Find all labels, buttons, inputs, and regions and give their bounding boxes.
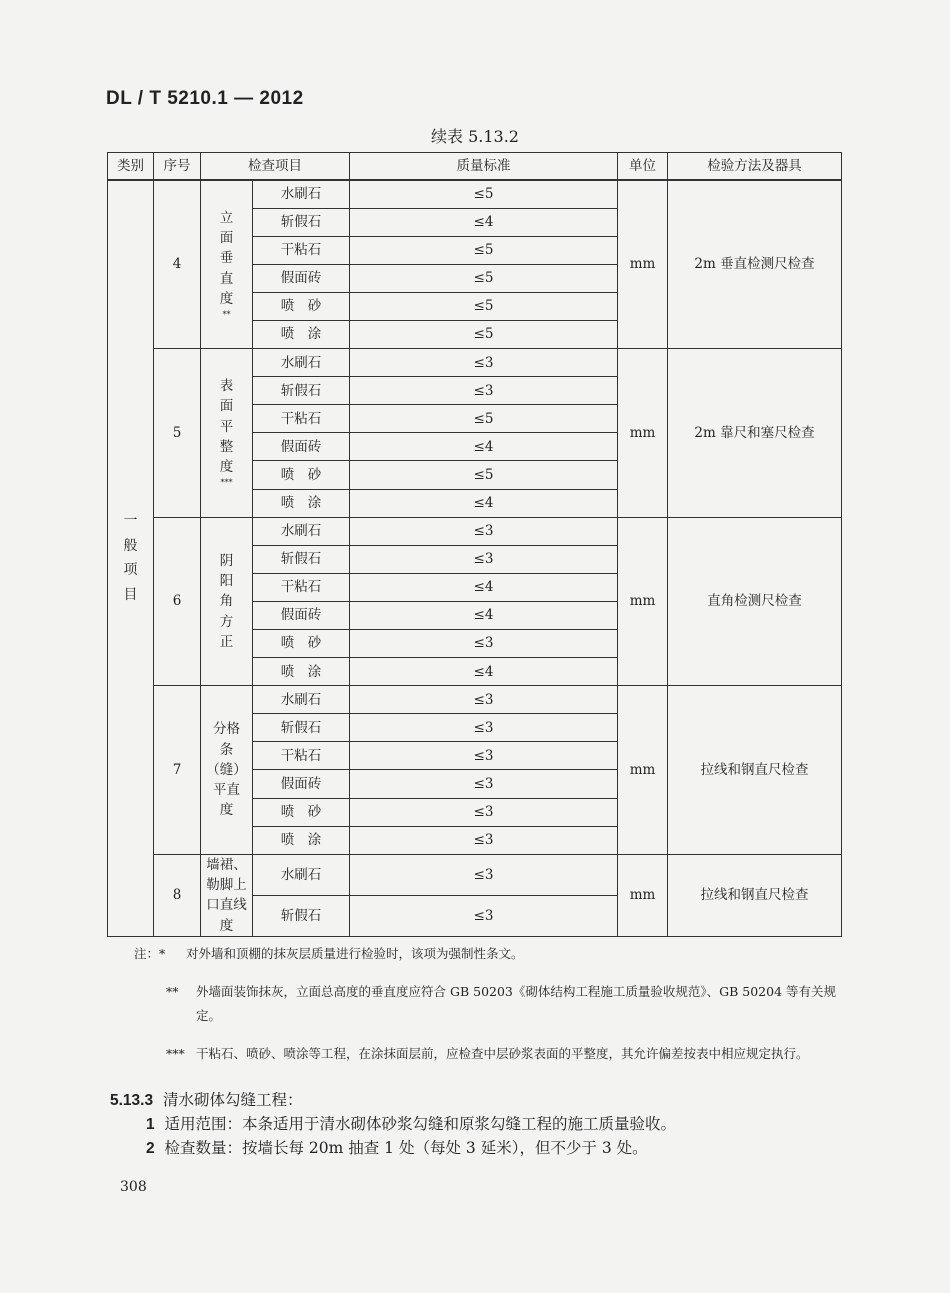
item-name-part: 整 [219, 438, 234, 455]
section-number: 5.13.3 [110, 1092, 154, 1109]
item-name-part: 立 [219, 209, 234, 226]
standard-value: ≤3 [350, 742, 618, 770]
item-name-part: 勒脚上 [206, 877, 247, 893]
standard-value: ≤3 [350, 798, 618, 826]
item-name-part: 面 [219, 398, 234, 415]
note-mark: *** [166, 1046, 185, 1061]
item-name-line [201, 457, 252, 489]
sub-item: 喷 涂 [253, 320, 350, 348]
standard-value: ≤5 [350, 320, 618, 348]
item-name-part: 度 [219, 917, 234, 934]
standard-value: ≤3 [350, 377, 618, 405]
item-name-part: 正 [219, 633, 234, 650]
note-mark: 注：* [134, 946, 166, 961]
unit-cell: mm [618, 349, 668, 518]
item-name-part: 角 [219, 593, 234, 610]
unit-cell: mm [618, 854, 668, 936]
item-name [201, 517, 253, 686]
sub-item: 水刷石 [253, 180, 350, 208]
table-row [108, 854, 842, 895]
sub-item: 干粘石 [253, 742, 350, 770]
document-header: DL / T 5210.1 — 2012 [106, 88, 304, 109]
sub-item: 喷 涂 [253, 658, 350, 686]
item-number: 8 [154, 854, 201, 936]
note-text: 对外墙和顶棚的抹灰层质量进行检验时，该项为强制性条文。 [186, 946, 524, 961]
item-name-part: 阳 [219, 573, 234, 590]
unit-cell: mm [618, 686, 668, 855]
standard-value: ≤5 [350, 461, 618, 489]
category-cell [108, 180, 154, 936]
sub-item: 假面砖 [253, 433, 350, 461]
method-cell: 2m 靠尺和塞尺检查 [668, 349, 842, 518]
sub-item: 斩假石 [253, 545, 350, 573]
standard-value: ≤5 [350, 405, 618, 433]
quality-table [107, 152, 842, 937]
sub-item: 喷 砂 [253, 630, 350, 658]
sub-item: 假面砖 [253, 770, 350, 798]
standard-value: ≤5 [350, 292, 618, 320]
item-number: 1 [146, 1116, 155, 1133]
table-row [108, 517, 842, 545]
category-char: 项 [123, 562, 138, 579]
item-name-part: 面 [219, 230, 234, 247]
item-name-part: 墙裙、 [206, 856, 247, 873]
method-cell: 拉线和钢直尺检查 [668, 854, 842, 936]
note-text: 干粘石、喷砂、喷涂等工程，在涂抹面层前，应检查中层砂浆表面的平整度，其允许偏差按表中相应规定执行。 [196, 1046, 809, 1061]
sub-item: 干粘石 [253, 573, 350, 601]
standard-value: ≤4 [350, 433, 618, 461]
table-row [108, 686, 842, 714]
standard-value: ≤3 [350, 349, 618, 377]
sub-item: 斩假石 [253, 714, 350, 742]
item-name-part: 直 [219, 270, 234, 287]
item-name [201, 686, 253, 855]
standard-value: ≤3 [350, 517, 618, 545]
standard-value: ≤3 [350, 714, 618, 742]
method-cell: 2m 垂直检测尺检查 [668, 180, 842, 349]
sub-item: 喷 砂 [253, 461, 350, 489]
category-char: 般 [123, 537, 138, 554]
col-method: 检验方法及器具 [668, 153, 842, 181]
table-caption: 续表 5.13.2 [431, 127, 519, 146]
item-name-part: 平直 [213, 782, 240, 799]
footnote-mark: ** [222, 310, 231, 320]
item-name-part: 方 [219, 613, 234, 630]
standard-value: ≤4 [350, 208, 618, 236]
standard-value: ≤4 [350, 658, 618, 686]
standard-value: ≤3 [350, 770, 618, 798]
standard-value: ≤3 [350, 826, 618, 854]
note-1 [134, 942, 854, 966]
method-cell: 直角检测尺检查 [668, 517, 842, 686]
standard-value: ≤3 [350, 686, 618, 714]
item-name-line [201, 289, 252, 321]
sub-item: 水刷石 [253, 686, 350, 714]
page-number: 308 [120, 1179, 147, 1195]
standard-value: ≤5 [350, 180, 618, 208]
footnote-mark: *** [220, 478, 233, 488]
sub-item: 水刷石 [253, 517, 350, 545]
standard-value: ≤4 [350, 489, 618, 517]
sub-item: 水刷石 [253, 854, 350, 895]
item-name-part: 平 [219, 418, 234, 435]
item-name [201, 854, 253, 936]
item-name-part: 条 [219, 741, 234, 758]
table-row [108, 180, 842, 208]
col-standard: 质量标准 [350, 153, 618, 181]
standard-value: ≤4 [350, 601, 618, 629]
sub-item: 喷 涂 [253, 826, 350, 854]
item-name-part: 度 [219, 290, 234, 307]
col-number: 序号 [154, 153, 201, 181]
note-2 [134, 980, 854, 1028]
item-name-part: 分格 [213, 721, 240, 738]
category-char: 一 [123, 513, 138, 530]
item-name-part: 口直线 [206, 897, 247, 914]
item-name-part: 表 [219, 378, 234, 395]
standard-value: ≤3 [350, 545, 618, 573]
col-item: 检查项目 [201, 153, 350, 181]
item-name-part: 度 [219, 802, 234, 819]
section-item-2 [146, 1136, 648, 1158]
sub-item: 假面砖 [253, 601, 350, 629]
col-unit: 单位 [618, 153, 668, 181]
item-name-part: （缝） [206, 761, 247, 778]
item-name [201, 180, 253, 349]
notes [134, 942, 854, 1080]
section-heading [110, 1088, 302, 1110]
sub-item: 水刷石 [253, 349, 350, 377]
item-name-part: 垂 [219, 250, 234, 267]
item-number: 5 [154, 349, 201, 518]
standard-value: ≤5 [350, 236, 618, 264]
item-name [201, 349, 253, 518]
section-item-1 [146, 1112, 676, 1134]
table-header-row [108, 153, 842, 181]
note-mark: ** [166, 984, 179, 999]
sub-item: 喷 砂 [253, 798, 350, 826]
item-number: 7 [154, 686, 201, 855]
sub-item: 斩假石 [253, 208, 350, 236]
standard-value: ≤4 [350, 573, 618, 601]
item-number: 4 [154, 180, 201, 349]
note-3 [134, 1042, 854, 1066]
unit-cell: mm [618, 180, 668, 349]
unit-cell: mm [618, 517, 668, 686]
item-name-part: 阴 [219, 552, 234, 569]
sub-item: 干粘石 [253, 405, 350, 433]
standard-value: ≤5 [350, 264, 618, 292]
sub-item: 斩假石 [253, 377, 350, 405]
table-row [108, 349, 842, 377]
sub-item: 干粘石 [253, 236, 350, 264]
item-number: 2 [146, 1140, 155, 1157]
method-cell: 拉线和钢直尺检查 [668, 686, 842, 855]
item-text: 适用范围：本条适用于清水砌体砂浆勾缝和原浆勾缝工程的施工质量验收。 [164, 1115, 676, 1133]
note-text: 外墙面装饰抹灰，立面总高度的垂直度应符合 GB 50203《砌体结构工程施工质量验收规范》、GB 50204 等有关规定。 [196, 984, 837, 1023]
sub-item: 假面砖 [253, 264, 350, 292]
item-name-part: 度 [219, 459, 234, 476]
sub-item: 喷 涂 [253, 489, 350, 517]
standard-value: ≤3 [350, 895, 618, 936]
sub-item: 斩假石 [253, 895, 350, 936]
col-category: 类别 [108, 153, 154, 181]
table-body [108, 180, 842, 936]
category-char: 目 [123, 586, 138, 603]
item-text: 检查数量：按墙长每 20m 抽查 1 处（每处 3 延米），但不少于 3 处。 [164, 1139, 648, 1157]
standard-value: ≤3 [350, 630, 618, 658]
sub-item: 喷 砂 [253, 292, 350, 320]
section-title: 清水砌体勾缝工程： [162, 1091, 303, 1109]
item-number: 6 [154, 517, 201, 686]
standard-value: ≤3 [350, 854, 618, 895]
